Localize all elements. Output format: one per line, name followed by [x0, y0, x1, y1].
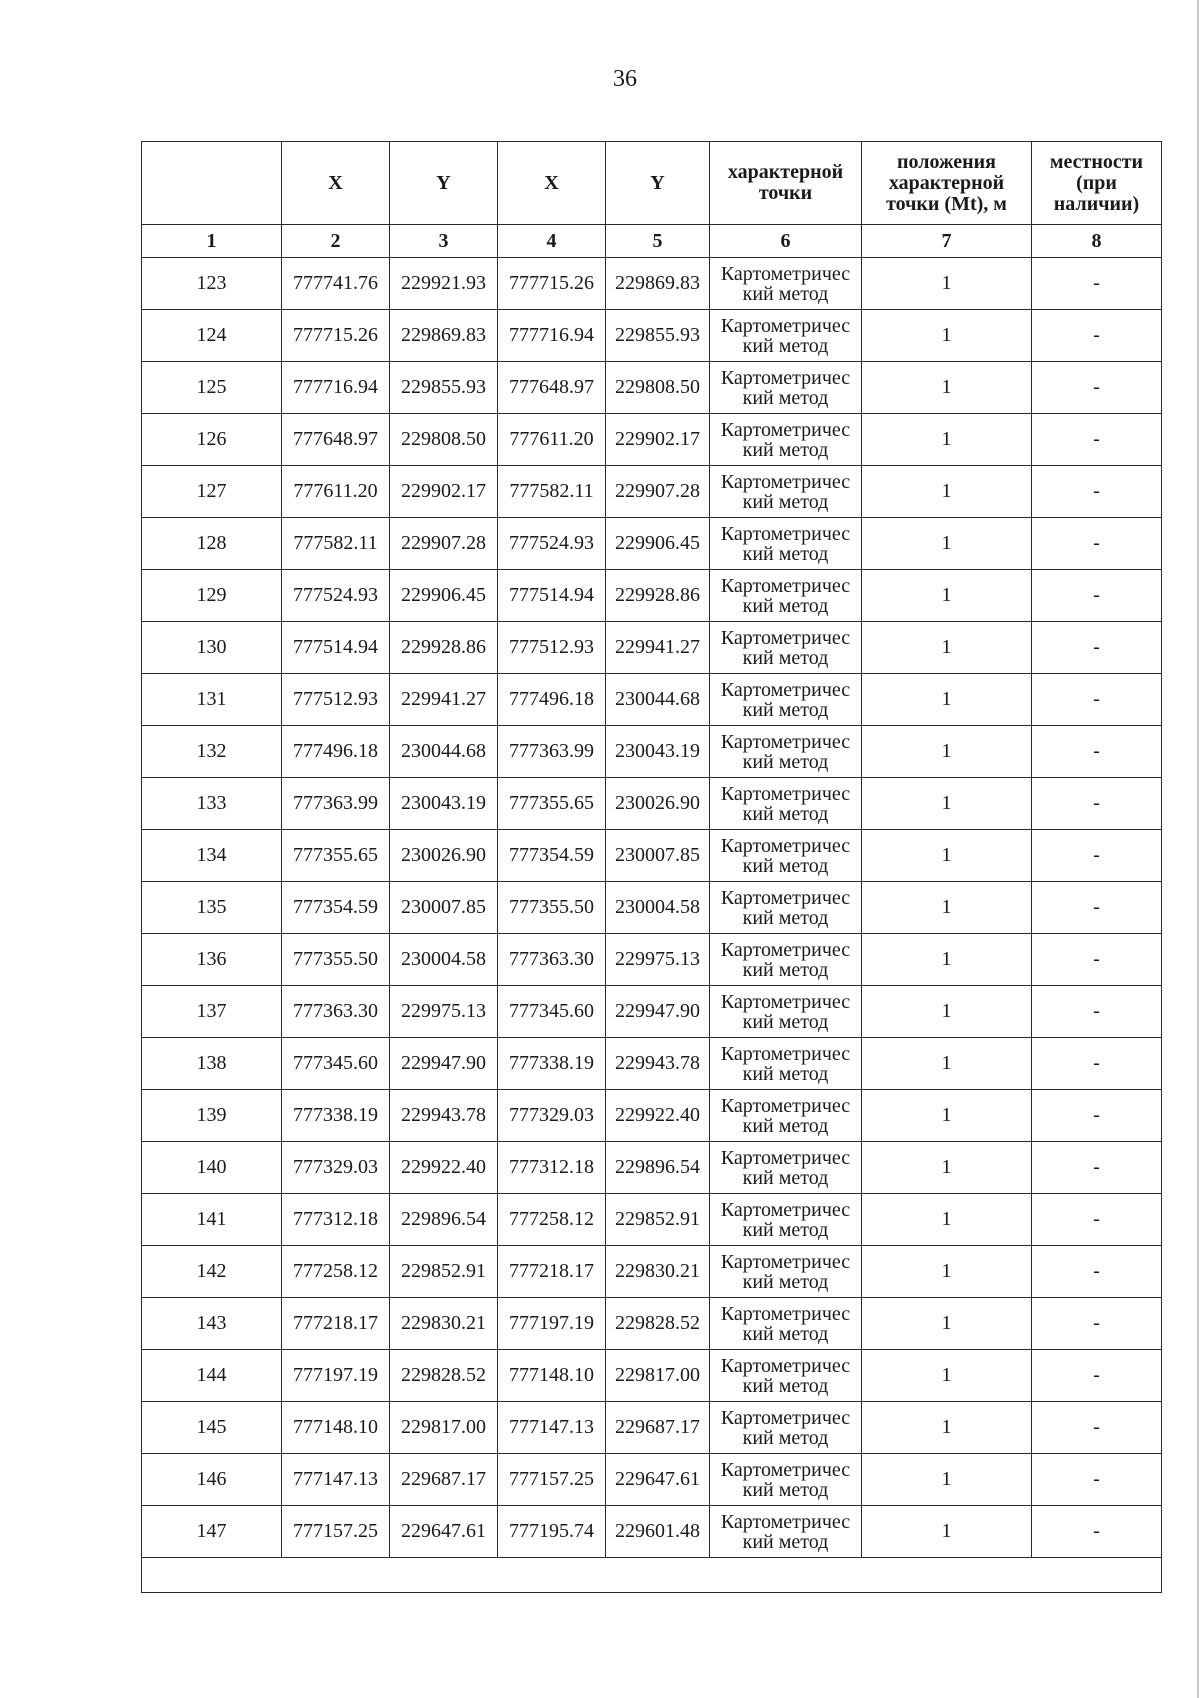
table-cell: 777741.76	[282, 258, 390, 310]
table-cell: 143	[142, 1298, 282, 1350]
table-cell: Картометричес кий метод	[710, 934, 862, 986]
table-cell: 229928.86	[390, 622, 498, 674]
table-cell: 777355.50	[498, 882, 606, 934]
column-header-6: характерной точки	[710, 142, 862, 225]
table-cell: 229817.00	[390, 1402, 498, 1454]
table-cell: 229907.28	[390, 518, 498, 570]
table-cell: 229922.40	[606, 1090, 710, 1142]
table-cell: Картометричес кий метод	[710, 1350, 862, 1402]
table-cell: 144	[142, 1350, 282, 1402]
table-cell: -	[1032, 1246, 1162, 1298]
table-cell: 777512.93	[282, 674, 390, 726]
table-cell: 777648.97	[282, 414, 390, 466]
table-cell: Картометричес кий метод	[710, 1402, 862, 1454]
column-number-8: 8	[1032, 225, 1162, 258]
table-row	[142, 1298, 1162, 1350]
table-cell: -	[1032, 414, 1162, 466]
table-cell: 230044.68	[390, 726, 498, 778]
empty-row	[142, 1558, 1162, 1593]
table-cell: 1	[862, 830, 1032, 882]
table-cell: 777648.97	[498, 362, 606, 414]
table-cell: -	[1032, 310, 1162, 362]
table-cell: Картометричес кий метод	[710, 1298, 862, 1350]
table-cell: 1	[862, 1142, 1032, 1194]
table-cell: -	[1032, 258, 1162, 310]
column-number-4: 4	[498, 225, 606, 258]
table-cell: 1	[862, 1454, 1032, 1506]
empty-cell	[142, 1558, 1162, 1593]
table-cell: 138	[142, 1038, 282, 1090]
table-cell: -	[1032, 830, 1162, 882]
table-row	[142, 1090, 1162, 1142]
table-cell: Картометричес кий метод	[710, 466, 862, 518]
table-cell: 145	[142, 1402, 282, 1454]
table-row	[142, 570, 1162, 622]
table-cell: 777329.03	[498, 1090, 606, 1142]
table-cell: 1	[862, 674, 1032, 726]
table-cell: 777363.30	[282, 986, 390, 1038]
table-cell: 777258.12	[498, 1194, 606, 1246]
table-row	[142, 1454, 1162, 1506]
table-cell: Картометричес кий метод	[710, 1246, 862, 1298]
table-cell: 1	[862, 934, 1032, 986]
table-cell: -	[1032, 986, 1162, 1038]
table-cell: 229928.86	[606, 570, 710, 622]
table-cell: 777338.19	[282, 1090, 390, 1142]
table-row	[142, 986, 1162, 1038]
table-cell: -	[1032, 1454, 1162, 1506]
table-cell: 229943.78	[606, 1038, 710, 1090]
table-cell: 229921.93	[390, 258, 498, 310]
table-cell: 128	[142, 518, 282, 570]
table-cell: 230026.90	[390, 830, 498, 882]
table-cell: 230043.19	[606, 726, 710, 778]
table-cell: 229869.83	[390, 310, 498, 362]
table-cell: 777524.93	[498, 518, 606, 570]
table-cell: 229975.13	[606, 934, 710, 986]
table-cell: 777611.20	[498, 414, 606, 466]
table-row	[142, 414, 1162, 466]
table-cell: 229907.28	[606, 466, 710, 518]
table-row	[142, 1402, 1162, 1454]
table-cell: 131	[142, 674, 282, 726]
table-cell: Картометричес кий метод	[710, 1038, 862, 1090]
column-header-4: X	[498, 142, 606, 225]
table-cell: 229975.13	[390, 986, 498, 1038]
column-number-3: 3	[390, 225, 498, 258]
table-row	[142, 1246, 1162, 1298]
table-cell: 777514.94	[498, 570, 606, 622]
table-cell: 777157.25	[498, 1454, 606, 1506]
table-cell: 230044.68	[606, 674, 710, 726]
table-row	[142, 1506, 1162, 1558]
table-cell: 229906.45	[606, 518, 710, 570]
table-cell: 136	[142, 934, 282, 986]
column-number-6: 6	[710, 225, 862, 258]
table-row	[142, 830, 1162, 882]
table-cell: 133	[142, 778, 282, 830]
table-cell: 777345.60	[282, 1038, 390, 1090]
table-cell: Картометричес кий метод	[710, 1090, 862, 1142]
table-cell: 230004.58	[606, 882, 710, 934]
table-cell: 777157.25	[282, 1506, 390, 1558]
table-cell: 1	[862, 1090, 1032, 1142]
table-cell: 777496.18	[498, 674, 606, 726]
column-number-2: 2	[282, 225, 390, 258]
column-header-5: Y	[606, 142, 710, 225]
table-cell: -	[1032, 1350, 1162, 1402]
table-cell: 1	[862, 726, 1032, 778]
table-cell: 229808.50	[390, 414, 498, 466]
table-cell: Картометричес кий метод	[710, 778, 862, 830]
table-cell: -	[1032, 362, 1162, 414]
table-cell: -	[1032, 1090, 1162, 1142]
table-row	[142, 258, 1162, 310]
table-cell: 229830.21	[606, 1246, 710, 1298]
table-cell: 147	[142, 1506, 282, 1558]
table-cell: -	[1032, 934, 1162, 986]
table-cell: 777363.30	[498, 934, 606, 986]
table-cell: 229896.54	[390, 1194, 498, 1246]
table-cell: 229808.50	[606, 362, 710, 414]
table-cell: 777147.13	[282, 1454, 390, 1506]
table-cell: 777148.10	[498, 1350, 606, 1402]
table-cell: 230004.58	[390, 934, 498, 986]
table-cell: 1	[862, 778, 1032, 830]
table-cell: -	[1032, 466, 1162, 518]
table-cell: Картометричес кий метод	[710, 674, 862, 726]
table-cell: 229817.00	[606, 1350, 710, 1402]
table-cell: 777329.03	[282, 1142, 390, 1194]
table-cell: -	[1032, 1506, 1162, 1558]
table-cell: -	[1032, 1298, 1162, 1350]
table-cell: 140	[142, 1142, 282, 1194]
table-cell: 229687.17	[390, 1454, 498, 1506]
table-cell: Картометричес кий метод	[710, 986, 862, 1038]
coordinates-table	[141, 141, 1162, 1593]
table-cell: 1	[862, 570, 1032, 622]
table-cell: 777582.11	[282, 518, 390, 570]
header-row	[142, 142, 1162, 225]
table-cell: 777312.18	[282, 1194, 390, 1246]
table-cell: 777496.18	[282, 726, 390, 778]
column-number-5: 5	[606, 225, 710, 258]
table-cell: 777355.65	[282, 830, 390, 882]
table-row	[142, 362, 1162, 414]
table-cell: Картометричес кий метод	[710, 362, 862, 414]
table-cell: 229922.40	[390, 1142, 498, 1194]
table-row	[142, 778, 1162, 830]
table-cell: Картометричес кий метод	[710, 570, 862, 622]
table-cell: 1	[862, 414, 1032, 466]
table-cell: Картометричес кий метод	[710, 882, 862, 934]
table-cell: 229943.78	[390, 1090, 498, 1142]
table-cell: 124	[142, 310, 282, 362]
table-cell: 146	[142, 1454, 282, 1506]
column-number-7: 7	[862, 225, 1032, 258]
table-row	[142, 674, 1162, 726]
table-cell: Картометричес кий метод	[710, 414, 862, 466]
table-cell: 1	[862, 1298, 1032, 1350]
table-cell: 777197.19	[498, 1298, 606, 1350]
table-cell: 141	[142, 1194, 282, 1246]
table-cell: 1	[862, 362, 1032, 414]
table-cell: 229852.91	[390, 1246, 498, 1298]
table-cell: -	[1032, 778, 1162, 830]
table-cell: 1	[862, 1194, 1032, 1246]
table-cell: 229852.91	[606, 1194, 710, 1246]
table-cell: 777716.94	[282, 362, 390, 414]
table-cell: 129	[142, 570, 282, 622]
table-cell: 777258.12	[282, 1246, 390, 1298]
table-cell: 1	[862, 1038, 1032, 1090]
table-cell: 229869.83	[606, 258, 710, 310]
table-cell: 229947.90	[606, 986, 710, 1038]
table-cell: 777524.93	[282, 570, 390, 622]
table-cell: 777611.20	[282, 466, 390, 518]
table-cell: 229828.52	[390, 1350, 498, 1402]
table-cell: 139	[142, 1090, 282, 1142]
table-row	[142, 882, 1162, 934]
table-row	[142, 934, 1162, 986]
table-cell: 137	[142, 986, 282, 1038]
column-number-row	[142, 225, 1162, 258]
table-cell: -	[1032, 570, 1162, 622]
table-cell: -	[1032, 1038, 1162, 1090]
column-header-2: X	[282, 142, 390, 225]
table-cell: -	[1032, 1402, 1162, 1454]
table-cell: Картометричес кий метод	[710, 518, 862, 570]
table-row	[142, 1194, 1162, 1246]
table-cell: 1	[862, 258, 1032, 310]
column-header-3: Y	[390, 142, 498, 225]
table-cell: 777363.99	[498, 726, 606, 778]
table-cell: 229947.90	[390, 1038, 498, 1090]
table-cell: Картометричес кий метод	[710, 726, 862, 778]
table-cell: 1	[862, 986, 1032, 1038]
table-cell: 123	[142, 258, 282, 310]
table-cell: Картометричес кий метод	[710, 622, 862, 674]
table-row	[142, 1038, 1162, 1090]
table-cell: 229896.54	[606, 1142, 710, 1194]
table-cell: -	[1032, 622, 1162, 674]
table-cell: 1	[862, 1350, 1032, 1402]
table-cell: 229902.17	[390, 466, 498, 518]
column-header-1	[142, 142, 282, 225]
table-cell: 1	[862, 310, 1032, 362]
table-cell: 1	[862, 1506, 1032, 1558]
table-cell: 126	[142, 414, 282, 466]
table-row	[142, 1142, 1162, 1194]
table-cell: 229902.17	[606, 414, 710, 466]
table-cell: 229941.27	[606, 622, 710, 674]
table-cell: 777147.13	[498, 1402, 606, 1454]
table-cell: 230007.85	[390, 882, 498, 934]
table-cell: 142	[142, 1246, 282, 1298]
table-cell: 127	[142, 466, 282, 518]
table-cell: 230043.19	[390, 778, 498, 830]
table-cell: 229941.27	[390, 674, 498, 726]
table-cell: 229647.61	[606, 1454, 710, 1506]
table-cell: 1	[862, 466, 1032, 518]
table-cell: Картометричес кий метод	[710, 258, 862, 310]
scan-edge-mark	[1197, 0, 1199, 1698]
table-row	[142, 1350, 1162, 1402]
table-cell: Картометричес кий метод	[710, 830, 862, 882]
table-cell: Картометричес кий метод	[710, 1194, 862, 1246]
table-cell: 777582.11	[498, 466, 606, 518]
table-body	[142, 258, 1162, 1593]
table-cell: 135	[142, 882, 282, 934]
table-cell: 777716.94	[498, 310, 606, 362]
table-cell: 777218.17	[282, 1298, 390, 1350]
table-cell: 229855.93	[606, 310, 710, 362]
table-cell: Картометричес кий метод	[710, 1506, 862, 1558]
table-cell: 777715.26	[282, 310, 390, 362]
table-cell: 134	[142, 830, 282, 882]
table-row	[142, 518, 1162, 570]
table-cell: -	[1032, 674, 1162, 726]
column-number-1: 1	[142, 225, 282, 258]
table-cell: 777312.18	[498, 1142, 606, 1194]
table-cell: 130	[142, 622, 282, 674]
table-cell: 777355.65	[498, 778, 606, 830]
table-row	[142, 622, 1162, 674]
table-cell: 1	[862, 518, 1032, 570]
table-cell: 229647.61	[390, 1506, 498, 1558]
table-cell: 229828.52	[606, 1298, 710, 1350]
table-row	[142, 726, 1162, 778]
table-cell: 230007.85	[606, 830, 710, 882]
column-header-7: положения характерной точки (Mt), м	[862, 142, 1032, 225]
table-cell: -	[1032, 882, 1162, 934]
table-cell: 125	[142, 362, 282, 414]
table-cell: 229830.21	[390, 1298, 498, 1350]
table-row	[142, 310, 1162, 362]
table-cell: 777354.59	[498, 830, 606, 882]
table-cell: 777148.10	[282, 1402, 390, 1454]
table-cell: 1	[862, 882, 1032, 934]
table-cell: 1	[862, 622, 1032, 674]
table-cell: 777715.26	[498, 258, 606, 310]
table-cell: -	[1032, 518, 1162, 570]
table-cell: -	[1032, 1142, 1162, 1194]
table-cell: 229601.48	[606, 1506, 710, 1558]
table-cell: 777514.94	[282, 622, 390, 674]
table-cell: Картометричес кий метод	[710, 1142, 862, 1194]
table-cell: 132	[142, 726, 282, 778]
table-cell: 777197.19	[282, 1350, 390, 1402]
table-cell: 777338.19	[498, 1038, 606, 1090]
table-cell: Картометричес кий метод	[710, 1454, 862, 1506]
table-cell: 777195.74	[498, 1506, 606, 1558]
page-number: 36	[613, 66, 637, 92]
table-cell: 1	[862, 1246, 1032, 1298]
table-cell: 777218.17	[498, 1246, 606, 1298]
table-cell: 229855.93	[390, 362, 498, 414]
table-cell: 229906.45	[390, 570, 498, 622]
table-cell: 777363.99	[282, 778, 390, 830]
table-row	[142, 466, 1162, 518]
column-header-8: местности (при наличии)	[1032, 142, 1162, 225]
table-cell: 777512.93	[498, 622, 606, 674]
table-cell: 229687.17	[606, 1402, 710, 1454]
table-cell: 777345.60	[498, 986, 606, 1038]
table-cell: -	[1032, 726, 1162, 778]
table-cell: Картометричес кий метод	[710, 310, 862, 362]
table-cell: 230026.90	[606, 778, 710, 830]
table-cell: 1	[862, 1402, 1032, 1454]
table-cell: 777355.50	[282, 934, 390, 986]
table-cell: -	[1032, 1194, 1162, 1246]
table-cell: 777354.59	[282, 882, 390, 934]
